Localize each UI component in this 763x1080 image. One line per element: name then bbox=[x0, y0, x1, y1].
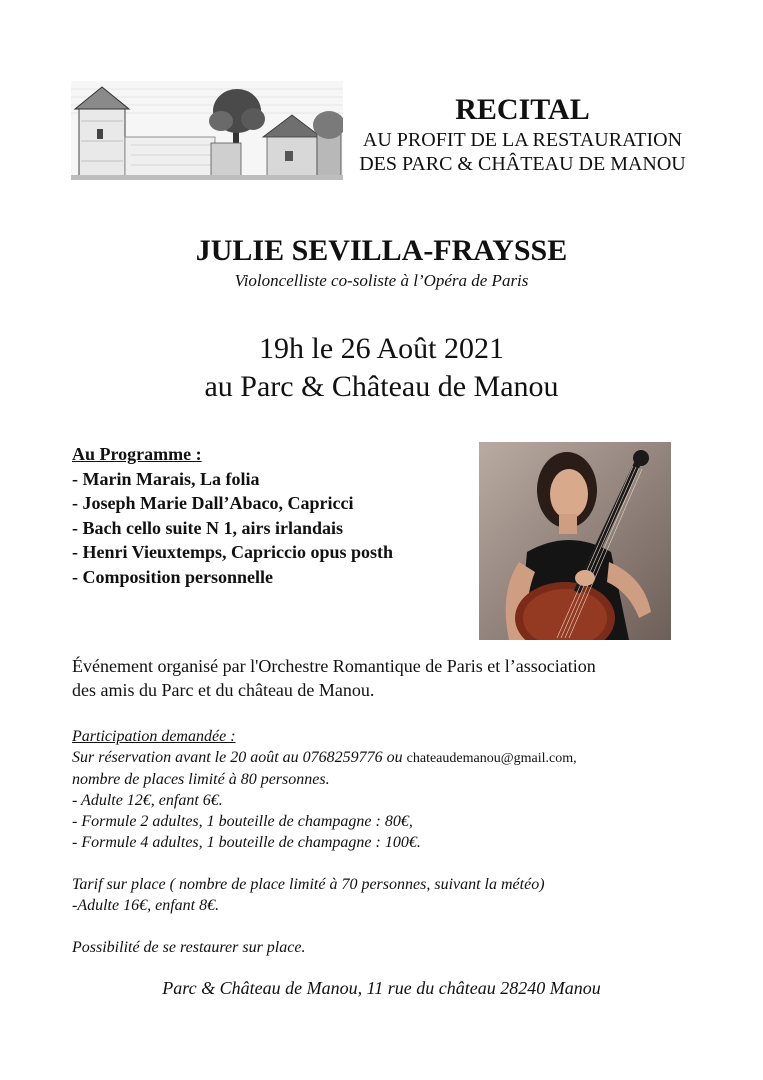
event-place: au Parc & Château de Manou bbox=[204, 370, 559, 403]
artist-block bbox=[0, 232, 763, 292]
participation bbox=[72, 726, 712, 958]
organiser-line2: des amis du Parc et du château de Manou. bbox=[72, 680, 375, 700]
organiser-line1: Événement organisé par l'Orchestre Romantique de Paris et l’association bbox=[72, 656, 596, 676]
artist-name: JULIE SEVILLA-FRAYSSE bbox=[195, 234, 568, 267]
organiser-note bbox=[72, 654, 712, 702]
price-line: - Formule 2 adultes, 1 bouteille de champagne : 80€, bbox=[72, 813, 413, 830]
places-limit: nombre de places limité à 80 personnes. bbox=[72, 771, 330, 788]
reservation-line bbox=[72, 747, 712, 769]
recital-title: RECITAL bbox=[455, 93, 590, 126]
footer-address: Parc & Château de Manou, 11 rue du château 28240 Manou bbox=[162, 978, 601, 998]
price-line: - Formule 4 adultes, 1 bouteille de champagne : 100€. bbox=[72, 834, 421, 851]
programme-title: Au Programme : bbox=[72, 444, 202, 464]
programme-item: - Bach cello suite N 1, airs irlandais bbox=[72, 517, 343, 538]
programme-item: - Composition personnelle bbox=[72, 566, 274, 587]
cellist-photo bbox=[479, 442, 671, 640]
onsite-tariff: Tarif sur place ( nombre de place limité à 70 personnes, suivant la météo) bbox=[72, 876, 545, 893]
programme-item: - Henri Vieuxtemps, Capriccio opus posth bbox=[72, 542, 394, 562]
event-when-where bbox=[0, 330, 763, 406]
recital-subtitle-line1: AU PROFIT DE LA RESTAURATION bbox=[362, 129, 683, 151]
event-date: 19h le 26 Août 2021 bbox=[259, 332, 504, 365]
artist-role: Violoncelliste co-soliste à l’Opéra de Paris bbox=[234, 271, 529, 290]
onsite-prices: -Adulte 16€, enfant 8€. bbox=[72, 897, 220, 914]
reservation-text: Sur réservation avant le 20 août au 0768259776 ou bbox=[72, 749, 403, 766]
recital-subtitle-line2: DES PARC & CHÂTEAU DE MANOU bbox=[359, 153, 686, 175]
price-line: - Adulte 12€, enfant 6€. bbox=[72, 792, 223, 809]
food-note: Possibilité de se restaurer sur place. bbox=[72, 939, 306, 956]
programme-item: - Joseph Marie Dall’Abaco, Capricci bbox=[72, 493, 354, 513]
chateau-sketch-image bbox=[71, 81, 343, 180]
contact-email: chateaudemanou@gmail.com, bbox=[406, 751, 577, 766]
programme bbox=[72, 442, 472, 589]
programme-item: - Marin Marais, La folia bbox=[72, 468, 260, 489]
header bbox=[345, 92, 700, 176]
participation-title: Participation demandée : bbox=[72, 728, 236, 745]
